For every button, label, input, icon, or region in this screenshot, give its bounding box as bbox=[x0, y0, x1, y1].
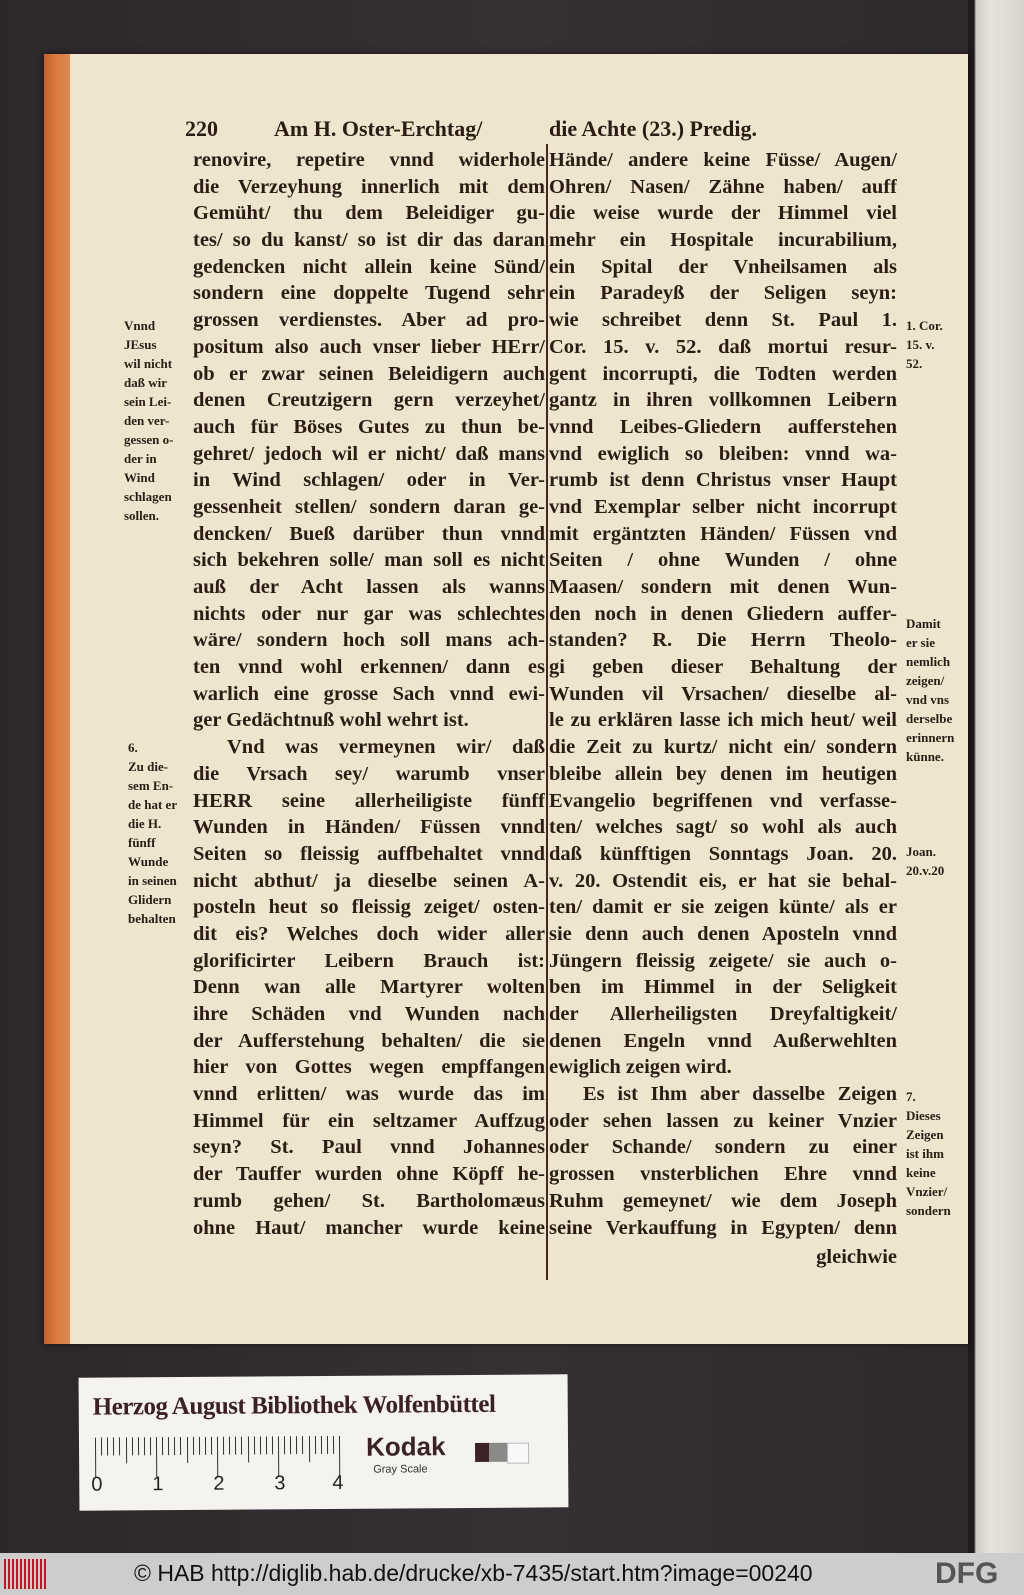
text-line: gi geben dieser Behaltung der bbox=[549, 656, 897, 679]
margin-note-line: den ver- bbox=[124, 413, 170, 428]
right-margin-note bbox=[906, 614, 954, 766]
copyright-url[interactable]: © HAB http://diglib.hab.de/drucke/xb-7435/start.htm?image=00240 bbox=[134, 1560, 813, 1586]
text-line: Jüngern fleissig zeigete/ sie auch o- bbox=[549, 949, 897, 972]
margin-note-line: 7. bbox=[906, 1089, 916, 1104]
ruler-tick bbox=[327, 1436, 328, 1454]
ruler-number: 2 bbox=[213, 1472, 225, 1495]
margin-note-line: Glidern bbox=[128, 892, 172, 907]
margin-note-line: Damit bbox=[906, 616, 941, 631]
ruler-tick bbox=[156, 1437, 157, 1477]
text-line: Wunden vil Vrsachen/ dieselbe al- bbox=[549, 682, 897, 705]
text-line: rumb gehen/ St. Bartholomæus bbox=[193, 1189, 545, 1212]
ruler-tick bbox=[266, 1436, 267, 1454]
text-line: HERR seine allerheiligiste fünff bbox=[193, 789, 545, 812]
margin-note-line: vnd vns bbox=[906, 692, 949, 707]
ruler-tick bbox=[278, 1436, 279, 1476]
text-line: ten/ welches sagt/ so wohl als auch bbox=[549, 816, 897, 839]
text-line: auch für Böses Gutes zu thun be- bbox=[193, 415, 545, 438]
margin-note-line: fünff bbox=[128, 835, 156, 850]
text-line: gent incorrupti, die Todten werden bbox=[549, 362, 897, 385]
margin-note-line: er sie bbox=[906, 635, 935, 650]
ruler-tick bbox=[241, 1437, 242, 1455]
ruler-tick bbox=[199, 1437, 200, 1455]
text-line: renovire, repetire vnnd widerhole bbox=[193, 149, 545, 171]
text-line: Evangelio begriffenen vnd verfasse- bbox=[549, 789, 897, 812]
text-line: nichts oder nur gar was schlechtes bbox=[193, 602, 545, 625]
text-line: gantz in ihren vollkomnen Leibern bbox=[549, 389, 897, 412]
ruler-tick bbox=[229, 1437, 230, 1455]
text-line: tes/ so du kanst/ so ist dir das daran bbox=[193, 229, 545, 252]
text-line: Gemüht/ thu dem Beleidiger gu- bbox=[193, 202, 545, 225]
ruler-tick bbox=[247, 1437, 248, 1463]
margin-note-line: wil nicht bbox=[124, 356, 173, 371]
margin-note-line: daß wir bbox=[124, 375, 167, 390]
ruler-tick bbox=[150, 1437, 151, 1455]
page-gilt-edge bbox=[44, 54, 70, 1344]
hab-logo-icon bbox=[4, 1559, 46, 1589]
gray-scale-label: Gray Scale bbox=[373, 1463, 428, 1476]
ruler-tick bbox=[107, 1438, 108, 1456]
margin-note-line: sein Lei- bbox=[124, 394, 172, 409]
text-line: mit ergäntzten Händen/ Füssen vnd bbox=[549, 522, 897, 545]
text-line: dit eis? Welches doch wider aller bbox=[193, 922, 545, 945]
gray-patch-dark bbox=[475, 1443, 489, 1462]
margin-note-line: 6. bbox=[128, 740, 138, 755]
ruler-tick bbox=[180, 1437, 181, 1455]
text-line: Es ist Ihm aber dasselbe Zeigen bbox=[583, 1083, 897, 1106]
ruler-tick bbox=[235, 1437, 236, 1455]
text-line: Ruhm gemeynet/ wie dem Joseph bbox=[549, 1189, 897, 1212]
margin-note-line: 20.v.20 bbox=[906, 863, 945, 878]
ruler-tick bbox=[125, 1437, 126, 1463]
margin-note-line: Zeigen bbox=[906, 1127, 944, 1142]
text-line: Himmel für ein seltzamer Auffzug bbox=[193, 1109, 545, 1132]
ruler-tick bbox=[223, 1437, 224, 1455]
margin-note-line: zeigen/ bbox=[906, 673, 945, 688]
margin-note-line: 15. v. bbox=[906, 337, 935, 352]
ruler-tick bbox=[296, 1436, 297, 1454]
ruler-tick bbox=[101, 1438, 102, 1456]
text-line: in Wind schlagen/ oder in Ver- bbox=[193, 469, 545, 492]
text-line: bleibe allein bey denen im heutigen bbox=[549, 762, 897, 785]
kodak-logo: Kodak bbox=[365, 1431, 446, 1462]
margin-note-line: Joan. bbox=[906, 844, 936, 859]
gray-patch-mid bbox=[489, 1443, 507, 1462]
text-line: dencken/ Bueß darüber thun vnnd bbox=[193, 522, 545, 545]
margin-note-line: de hat er bbox=[128, 797, 178, 812]
next-page-edge bbox=[968, 0, 1024, 1553]
right-margin-note bbox=[906, 1087, 951, 1220]
margin-note-line: derselbe bbox=[906, 711, 953, 726]
text-line: ein Paradeyß der Seligen seyn: bbox=[549, 282, 897, 305]
ruler-tick bbox=[272, 1436, 273, 1454]
margin-note-line: gessen o- bbox=[124, 432, 174, 447]
margin-note-line: 1. Cor. bbox=[906, 318, 943, 333]
ruler-tick bbox=[144, 1437, 145, 1455]
column-divider bbox=[546, 144, 548, 1280]
ruler-tick bbox=[315, 1436, 316, 1454]
running-title-right: die Achte (23.) Predig. bbox=[549, 116, 757, 141]
text-line: Seiten / ohne Wunden / ohne bbox=[549, 549, 897, 572]
ruler-number: 1 bbox=[152, 1473, 164, 1496]
text-line: ihre Schäden vnd Wunden nach bbox=[193, 1003, 545, 1025]
ruler-tick bbox=[168, 1437, 169, 1455]
text-line: warlich eine grosse Sach vnnd ewi- bbox=[193, 682, 545, 705]
text-line: glorificirter Leibern Brauch ist: bbox=[193, 949, 545, 972]
ruler-tick bbox=[132, 1437, 133, 1455]
ruler-tick bbox=[162, 1437, 163, 1455]
margin-note-line: schlagen bbox=[124, 489, 172, 504]
text-line: Seiten so fleissig auffbehaltet vnnd bbox=[193, 842, 545, 865]
ruler-tick bbox=[284, 1436, 285, 1454]
text-line: vnnd erlitten/ was wurde das im bbox=[193, 1083, 545, 1106]
text-line: ein Spital der Vnheilsamen als bbox=[549, 255, 897, 278]
text-line: Denn wan alle Martyrer wolten bbox=[193, 976, 545, 999]
text-line: die weise wurde der Himmel viel bbox=[549, 202, 897, 225]
text-line: ob er zwar seinen Beleidigern auch bbox=[193, 362, 545, 385]
text-line: die Vrsach sey/ warumb vnser bbox=[193, 762, 545, 785]
ruler-tick bbox=[205, 1437, 206, 1455]
text-line: wäre/ sondern hoch soll mans ach- bbox=[193, 629, 545, 652]
text-line: Vnd was vermeynen wir/ daß bbox=[227, 736, 545, 759]
text-line: nicht abthut/ ja dieselbe seinen A- bbox=[193, 869, 545, 892]
ruler-number: 4 bbox=[332, 1471, 344, 1494]
margin-note-line: Vnzier/ bbox=[906, 1184, 948, 1199]
text-line: posteln heut so fleissig zeiget/ osten- bbox=[193, 896, 545, 919]
margin-note-line: Zu die- bbox=[128, 759, 169, 774]
footer-bar bbox=[0, 1553, 1024, 1595]
text-line: die Verzeyhung innerlich mit dem bbox=[193, 175, 545, 198]
margin-note-line: sondern bbox=[906, 1203, 951, 1218]
text-line: sich bekehren solle/ man soll es nicht bbox=[193, 549, 545, 572]
text-line: seine Verkauffung in Egypten/ denn bbox=[549, 1216, 897, 1239]
ruler-tick bbox=[95, 1438, 96, 1478]
text-line: sie denn auch denen Aposteln vnnd bbox=[549, 922, 897, 945]
text-line: vnd ewiglich so bleiben: vnnd wa- bbox=[549, 442, 897, 465]
text-line: den noch in denen Gliedern auffer- bbox=[549, 602, 897, 625]
left-margin-note bbox=[124, 316, 173, 525]
text-line: ten/ damit er sie zeigen künte/ als er bbox=[549, 896, 897, 919]
catchword: gleichwie bbox=[816, 1246, 897, 1268]
text-line: denen Engeln vnnd Außerwehlten bbox=[549, 1029, 897, 1052]
ruler-number: 0 bbox=[91, 1473, 103, 1496]
ruler-tick bbox=[302, 1436, 303, 1454]
text-line: mehr ein Hospitale incurabilium, bbox=[549, 229, 897, 252]
margin-note-line: JEsus bbox=[124, 337, 157, 352]
ruler-tick bbox=[119, 1437, 120, 1455]
dfg-logo: DFG bbox=[935, 1557, 999, 1590]
text-line: Cor. 15. v. 52. daß mortui resur- bbox=[549, 335, 897, 358]
page-number: 220 bbox=[185, 116, 218, 141]
ruler-tick bbox=[174, 1437, 175, 1455]
margin-note-line: die H. bbox=[128, 816, 162, 831]
text-line: die Zeit zu kurtz/ nicht ein/ sondern bbox=[549, 736, 897, 759]
text-line: gehret/ jedoch wil er nicht/ daß mans bbox=[193, 442, 545, 465]
margin-note-line: nemlich bbox=[906, 654, 951, 669]
running-title-left: Am H. Oster-Erchtag/ bbox=[274, 116, 483, 141]
text-line: ten vnnd wohl erkennen/ dann es bbox=[193, 656, 545, 679]
right-text-column bbox=[549, 147, 897, 1241]
text-line: auß der Acht lassen als wanns bbox=[193, 576, 545, 598]
text-line: vnd Exemplar selber nicht incorrupt bbox=[549, 495, 897, 518]
margin-note-line: künne. bbox=[906, 749, 944, 764]
text-line: wie schreibet denn St. Paul 1. bbox=[549, 309, 897, 332]
text-line: gessenheit stellen/ sondern daran ge- bbox=[193, 495, 545, 518]
text-line: oder Schande/ sondern zu einer bbox=[549, 1136, 897, 1159]
gray-patch-light bbox=[507, 1443, 529, 1464]
ruler-tick bbox=[290, 1436, 291, 1454]
ruler-tick bbox=[113, 1437, 114, 1455]
text-line: ohne Haut/ mancher wurde keine bbox=[193, 1216, 545, 1239]
text-line: denen Creutzigern gern verzeyhet/ bbox=[193, 389, 545, 412]
text-line: le zu erklären lasse ich mich heut/ weil bbox=[549, 709, 897, 732]
text-line: sondern eine doppelte Tugend sehr bbox=[193, 282, 545, 305]
ruler-number: 3 bbox=[274, 1472, 286, 1495]
text-line: vnnd Leibes-Gliedern aufferstehen bbox=[549, 415, 897, 438]
ruler-tick bbox=[138, 1437, 139, 1455]
book-page bbox=[44, 54, 968, 1344]
text-line: grossen verdienstes. Aber ad pro- bbox=[193, 309, 545, 332]
ruler-tick bbox=[254, 1436, 255, 1454]
margin-note-line: Vnnd bbox=[124, 318, 156, 333]
ruler-tick bbox=[193, 1437, 194, 1455]
margin-note-line: sollen. bbox=[124, 508, 160, 523]
text-line: ewiglich zeigen wird. bbox=[549, 1056, 732, 1079]
text-line: rumb ist denn Christus vnser Haupt bbox=[549, 469, 897, 492]
text-line: gedencken nicht allein keine Sünd/ bbox=[193, 255, 545, 278]
margin-note-line: erinnern bbox=[906, 730, 955, 745]
text-line: ger Gedächtnuß wohl wehrt ist. bbox=[193, 709, 469, 732]
text-line: Maasen/ sondern mit denen Wun- bbox=[549, 576, 897, 598]
margin-note-line: ist ihm bbox=[906, 1146, 944, 1161]
left-margin-note bbox=[128, 738, 177, 928]
text-line: Hände/ andere keine Füsse/ Augen/ bbox=[549, 149, 897, 171]
ruler-tick bbox=[321, 1436, 322, 1454]
text-line: hier von Gottes wegen empffangen bbox=[193, 1056, 545, 1079]
text-line: der Tauffer wurden ohne Köpff he- bbox=[193, 1163, 545, 1186]
margin-note-line: 52. bbox=[906, 356, 923, 371]
text-line: der Allerheiligsten Dreyfaltigkeit/ bbox=[549, 1003, 897, 1025]
margin-note-line: in seinen bbox=[128, 873, 177, 888]
ruler-tick bbox=[308, 1436, 309, 1462]
scale-ruler bbox=[95, 1436, 345, 1478]
margin-note-line: Wind bbox=[124, 470, 155, 485]
margin-note-line: Dieses bbox=[906, 1108, 941, 1123]
margin-note-line: behalten bbox=[128, 911, 176, 926]
text-line: der Aufferstehung behalten/ die sie bbox=[193, 1029, 545, 1052]
ruler-tick bbox=[217, 1437, 218, 1477]
margin-note-line: keine bbox=[906, 1165, 936, 1180]
left-text-column bbox=[193, 147, 545, 1241]
text-line: ben im Himmel in der Seligkeit bbox=[549, 976, 897, 999]
text-line: positum also auch vnser lieber HErr/ bbox=[193, 335, 545, 358]
ruler-tick bbox=[186, 1437, 187, 1463]
text-line: daß künfftigen Sonntags Joan. 20. bbox=[549, 842, 897, 865]
ruler-tick bbox=[211, 1437, 212, 1455]
right-margin-note bbox=[906, 842, 944, 880]
text-line: grossen vnsterblichen Ehre vnnd bbox=[549, 1163, 897, 1186]
margin-note-line: der in bbox=[124, 451, 157, 466]
text-line: Wunden in Händen/ Füssen vnnd bbox=[193, 816, 545, 839]
library-name: Herzog August Bibliothek Wolfenbüttel bbox=[92, 1390, 496, 1421]
text-line: Ohren/ Nasen/ Zähne haben/ auff bbox=[549, 175, 897, 198]
ruler-tick bbox=[260, 1436, 261, 1454]
text-line: oder sehen lassen zu keiner Vnzier bbox=[549, 1109, 897, 1132]
library-color-card bbox=[79, 1374, 569, 1510]
text-line: seyn? St. Paul vnnd Johannes bbox=[193, 1136, 545, 1159]
text-line: v. 20. Ostendit eis, er hat sie behal- bbox=[549, 869, 897, 892]
text-line: standen? R. Die Herrn Theolo- bbox=[549, 629, 897, 652]
right-margin-note bbox=[906, 316, 943, 373]
ruler-tick bbox=[339, 1436, 340, 1476]
margin-note-line: Wunde bbox=[128, 854, 169, 869]
margin-note-line: sem En- bbox=[128, 778, 174, 793]
ruler-tick bbox=[333, 1436, 334, 1454]
